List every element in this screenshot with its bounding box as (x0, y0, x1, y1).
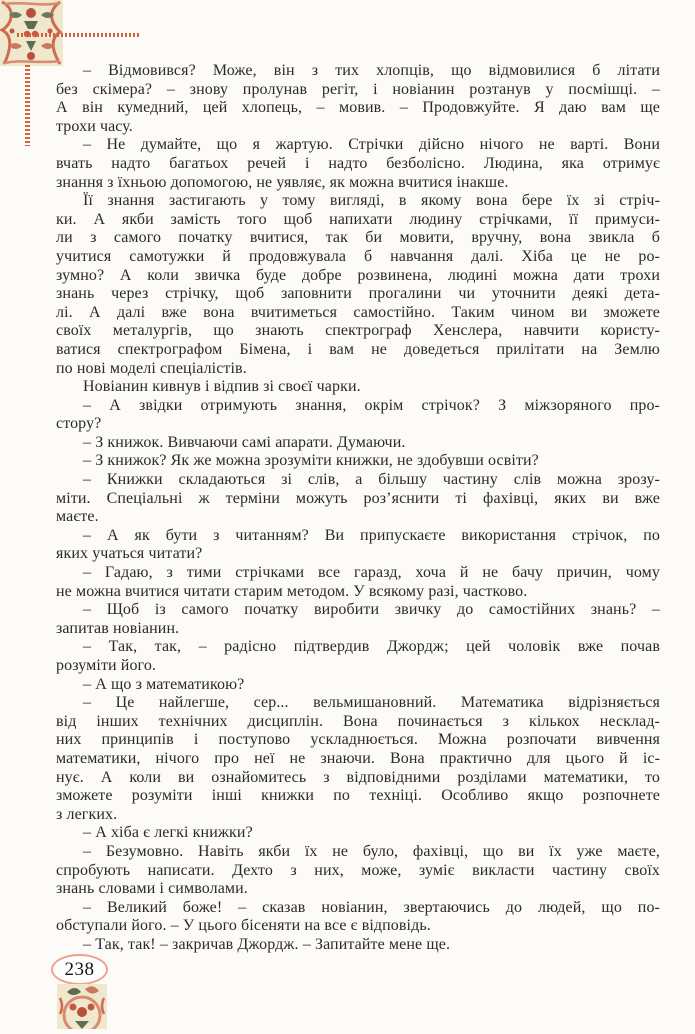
text-line: з легких. (56, 805, 118, 823)
text-line: розуміти його. (56, 657, 157, 674)
text-line: своїх металургів, що знають спектрограф Хенслера, навчити користу- (56, 322, 660, 340)
text-line: – Відмовився? Може, він з тих хлопців, що відмовилися б літати (83, 62, 660, 79)
text-line: – Так, так, – радісно підтвердив Джордж; цей чоловік вже почав (83, 638, 660, 656)
dotted-rule-horizontal (17, 33, 140, 37)
text-line: учитися самотужки й продовжувала б навчання далі. Хіба це не ро- (56, 247, 660, 265)
text-line: маєте. (56, 508, 99, 526)
text-line: нує. А коли ви ознайомитесь з відповідними розділами математики, то (56, 768, 660, 786)
text-line: міти. Спеціальні ж терміни можуть роз’яснити ті фахівці, яких ви вже (56, 489, 660, 507)
page-text-block (56, 62, 660, 955)
text-line: Новіанин кивнув і відпив зі своєї чарки. (83, 378, 361, 396)
text-line: – А як бути з читанням? Ви припускаєте використання стрічок, по (83, 526, 660, 544)
text-line: знання з їхньою допомогою, не уявляє, як можна вчитися інакше. (56, 173, 509, 191)
text-line: – А хіба є легкі книжки? (83, 824, 253, 842)
text-line: – Так, так! – закричав Джордж. – Запитайте мене ще. (83, 935, 451, 953)
text-line: вчать надто багатьох речей і надто безболісно. Людина, яка отримує (56, 154, 660, 172)
text-line: зумно? А коли звичка буде добре розвинена, людині можна дати трохи (56, 266, 660, 284)
text-line: Її знання застигають у тому вигляді, в якому вона бере їх зі стріч- (83, 192, 660, 210)
text-line: спробують написати. Дехто з них, може, зуміє викласти частину своїх (56, 861, 660, 879)
text-line: – Великий боже! – сказав новіанин, звертаючись до людей, що по- (83, 898, 660, 916)
text-line: зможете розуміти інші книжки по техніці. Особливо якщо розпочнете (56, 787, 660, 805)
text-line: них принципів і поступово ускладнюється. Можна розпочати вивчення (56, 731, 660, 749)
text-line: лі. А далі вже вона вчитиметься самостійно. Таким чином ви зможете (56, 303, 660, 321)
text-line: трохи часу. (56, 117, 133, 135)
text-line: від інших технічних дисциплін. Вона починається з кількох несклад- (56, 712, 660, 730)
text-line: – А що з математикою? (83, 675, 245, 693)
text-line: А він кумедний, цей хлопець, – мовив. – Продовжуйте. Я даю вам ще (56, 99, 660, 117)
text-line: – З книжок. Вивчаючи самі апарати. Думаючи. (83, 433, 406, 451)
text-line: математики, нічого про неї не знаючи. Вона практично для цього й іс- (56, 749, 660, 767)
text-line: стору? (56, 415, 102, 433)
text-line: – Безумовно. Навіть якби їх не було, фахівці, що ви їх уже маєте, (83, 842, 660, 860)
text-line: не можна вчитися читати старим методом. У всякому разі, частково. (56, 582, 528, 600)
text-line: – Не думайте, що я жартую. Стрічки дійсно нічого не варті. Вони (83, 136, 660, 154)
text-line: – Це найлегше, сер... вельмишановний. Математика відрізняється (83, 694, 660, 712)
text-line: ки. А якби замість того щоб напихати людину стрічками, її примуси- (56, 210, 660, 228)
page-number: 238 (64, 958, 95, 980)
text-line: по нові моделі спеціалістів. (56, 359, 247, 377)
text-line: – Щоб із самого початку виробити звичку до самостійних знань? – (83, 601, 660, 619)
text-line: обступали його. – У цього бісеняти на все є відповідь. (56, 917, 431, 935)
dotted-rule-vertical (25, 65, 30, 146)
text-line: ли з самого початку вчитися, так би мовити, вручну, вона звикла б (56, 229, 660, 247)
text-line: – Книжки складаються зі слів, а більшу частину слів можна зрозу- (83, 471, 660, 489)
text-line: – А звідки отримують знання, окрім стрічок? З міжзоряного про- (83, 396, 660, 414)
text-line: запитав новіанин. (56, 619, 180, 637)
text-line: ватися спектрографом Бімена, і вам не доведеться прилітати на Землю (56, 340, 660, 358)
text-line: – З книжок? Як же можна зрозуміти книжки, не здобувши освіти? (83, 452, 539, 470)
floral-ornament-bottom (57, 984, 107, 1029)
text-line: без скімера? – знову пролунав регіт, і новіанин розтанув у посмішці. – (56, 80, 660, 98)
text-line: знань словами і символами. (56, 880, 248, 898)
text-line: – Гадаю, з тими стрічками все гаразд, хоча й не бачу причин, чому (83, 564, 660, 582)
text-line: яких учаться читати? (56, 545, 203, 563)
text-line: знань через стрічку, щоб заповнити прогалини чи уточнити деякі дета- (56, 285, 660, 303)
page-number-badge (51, 954, 108, 985)
